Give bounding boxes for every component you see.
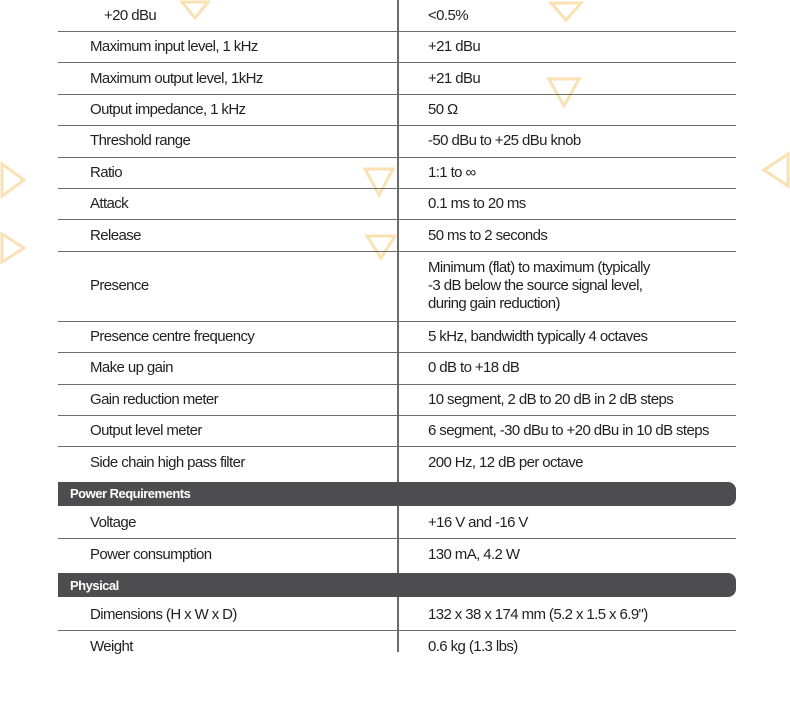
table-row — [58, 220, 736, 251]
row-value: -50 dBu to +25 dBu knob — [428, 132, 581, 150]
row-label: Dimensions (H x W x D) — [90, 605, 237, 623]
table-row — [58, 63, 736, 94]
table-row — [58, 631, 736, 662]
spec-table — [58, 0, 736, 662]
watermark-mark-icon — [760, 150, 790, 190]
row-label: Maximum output level, 1kHz — [90, 69, 263, 87]
section-header-power: Power Requirements — [58, 482, 736, 506]
row-label: Voltage — [90, 513, 136, 531]
table-row — [58, 599, 736, 630]
row-value: 0.1 ms to 20 ms — [428, 195, 526, 213]
table-row — [58, 126, 736, 157]
row-label: Gain reduction meter — [90, 390, 219, 408]
row-value: 10 segment, 2 dB to 20 dB in 2 dB steps — [428, 390, 674, 408]
row-label: Presence — [90, 277, 149, 295]
row-label: Release — [90, 226, 141, 244]
row-value: 0 dB to +18 dB — [428, 359, 520, 377]
row-value: 6 segment, -30 dBu to +20 dBu in 10 dB steps — [428, 422, 709, 440]
table-row — [58, 416, 736, 447]
row-label: Make up gain — [90, 359, 173, 377]
table-row — [58, 32, 736, 63]
row-label: Output impedance, 1 kHz — [90, 100, 246, 118]
row-value: 50 ms to 2 seconds — [428, 226, 548, 244]
row-value: 1:1 to ∞ — [428, 163, 476, 181]
row-label: Weight — [90, 637, 133, 655]
table-row — [58, 95, 736, 126]
row-value: 50 Ω — [428, 100, 458, 118]
table-row — [58, 353, 736, 384]
row-value: 200 Hz, 12 dB per octave — [428, 453, 583, 471]
table-row — [58, 322, 736, 353]
row-value: Minimum (flat) to maximum (typically -3 dB below the source signal level, during gain reduction) — [428, 259, 650, 313]
row-label: +20 dBu — [104, 6, 157, 24]
row-label: Power consumption — [90, 545, 212, 563]
row-value: +21 dBu — [428, 69, 481, 87]
row-value: +16 V and -16 V — [428, 513, 528, 531]
row-label: Output level meter — [90, 422, 202, 440]
row-value: <0.5% — [428, 6, 468, 24]
row-label: Maximum input level, 1 kHz — [90, 38, 258, 56]
row-label: Ratio — [90, 163, 123, 181]
table-row — [58, 539, 736, 570]
watermark-mark-icon — [0, 230, 26, 266]
row-label: Attack — [90, 195, 129, 213]
row-value: +21 dBu — [428, 38, 481, 56]
row-label: Side chain high pass filter — [90, 453, 245, 471]
table-row — [58, 0, 736, 32]
row-value: 130 mA, 4.2 W — [428, 545, 520, 563]
row-value: 5 kHz, bandwidth typically 4 octaves — [428, 327, 648, 345]
row-value: 0.6 kg (1.3 lbs) — [428, 637, 518, 655]
row-value: 132 x 38 x 174 mm (5.2 x 1.5 x 6.9") — [428, 605, 648, 623]
table-row — [58, 508, 736, 539]
table-row — [58, 447, 736, 478]
row-label: Threshold range — [90, 132, 191, 150]
table-row — [58, 189, 736, 220]
table-row — [58, 385, 736, 416]
section-header-physical: Physical — [58, 573, 736, 597]
table-row — [58, 158, 736, 189]
watermark-mark-icon — [0, 160, 26, 200]
table-row — [58, 252, 736, 322]
row-label: Presence centre frequency — [90, 327, 255, 345]
